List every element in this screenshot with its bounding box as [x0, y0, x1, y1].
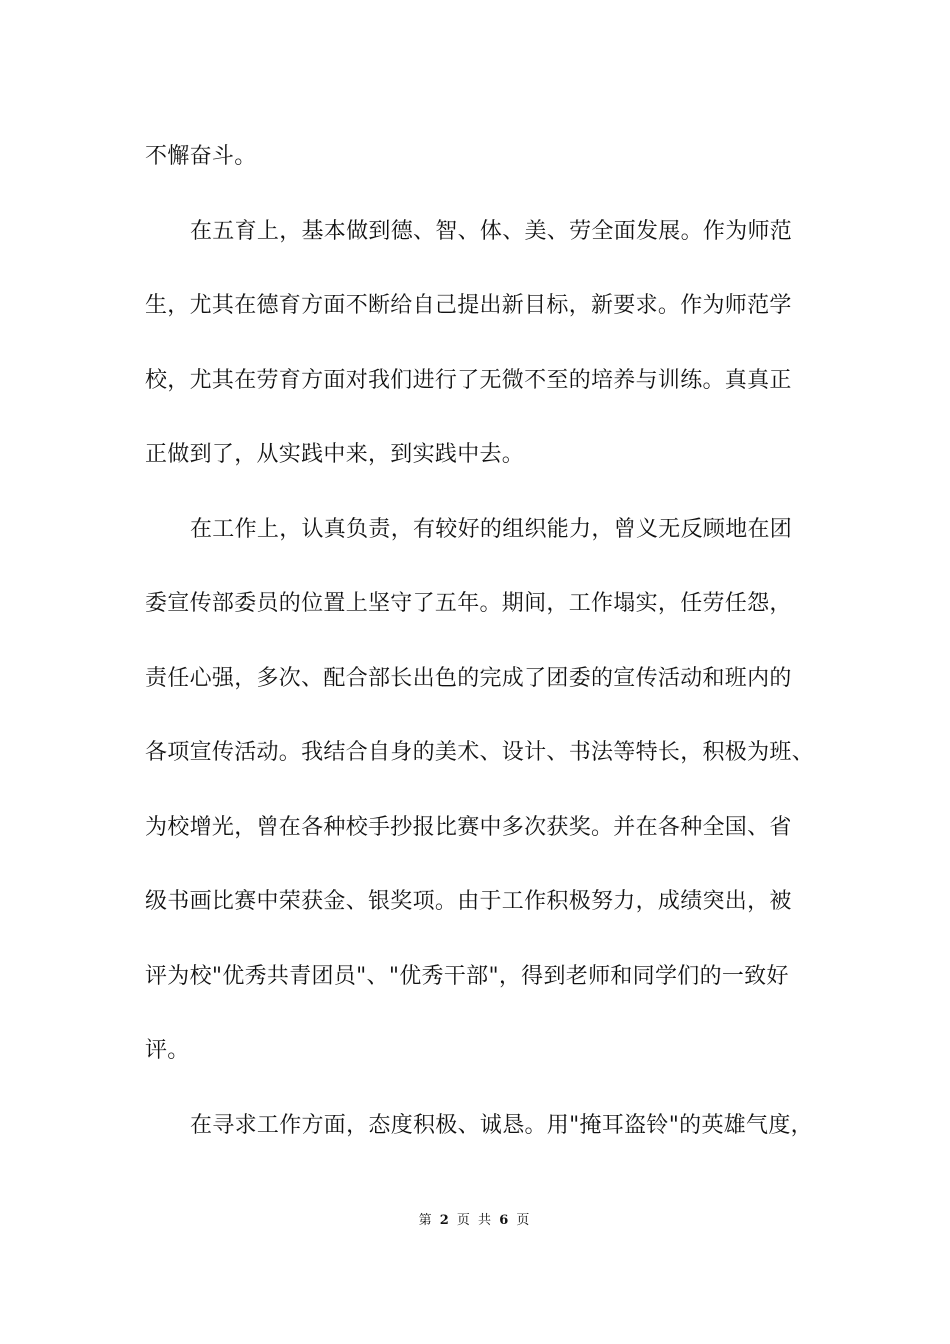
footer-middle: 页 共 [456, 1213, 494, 1228]
text-line: 生，尤其在德育方面不断给自己提出新目标，新要求。作为师范学 [145, 293, 792, 318]
text-line: 级书画比赛中荣获金、银奖项。由于工作积极努力，成绩突出，被 [145, 889, 792, 914]
text-line: 校，尤其在劳育方面对我们进行了无微不至的培养与训练。真真正 [145, 367, 792, 393]
text-line: 不懈奋斗。 [145, 144, 257, 169]
text-line: 评。 [145, 1038, 190, 1063]
body-text [145, 130, 815, 1173]
text-line: 责任心强，多次、配合部长出色的完成了团委的宣传活动和班内的 [145, 665, 792, 691]
text-line: 在工作上，认真负责，有较好的组织能力，曾义无反顾地在团 [190, 516, 793, 542]
text-line: 为校增光，曾在各种校手抄报比赛中多次获奖。并在各种全国、省 [145, 814, 792, 840]
footer-prefix: 第 [418, 1213, 434, 1228]
text-line: 评为校"优秀共青团员"、"优秀干部"，得到老师和同学们的一致好 [145, 963, 789, 989]
text-line: 在五育上，基本做到德、智、体、美、劳全面发展。作为师范 [190, 218, 793, 244]
text-line: 委宣传部委员的位置上坚守了五年。期间，工作塌实，任劳任怨， [145, 591, 792, 616]
text-line: 正做到了，从实践中来，到实践中去。 [145, 442, 525, 467]
text-line: 各项宣传活动。我结合自身的美术、设计、书法等特长，积极为班、 [145, 740, 815, 765]
footer-page-number: 2 [439, 1213, 451, 1228]
footer-suffix: 页 [516, 1213, 532, 1228]
text-line: 在寻求工作方面，态度积极、诚恳。用"掩耳盗铃"的英雄气度， [190, 1112, 813, 1138]
page-footer [0, 1209, 950, 1228]
footer-total-pages: 6 [499, 1213, 511, 1228]
